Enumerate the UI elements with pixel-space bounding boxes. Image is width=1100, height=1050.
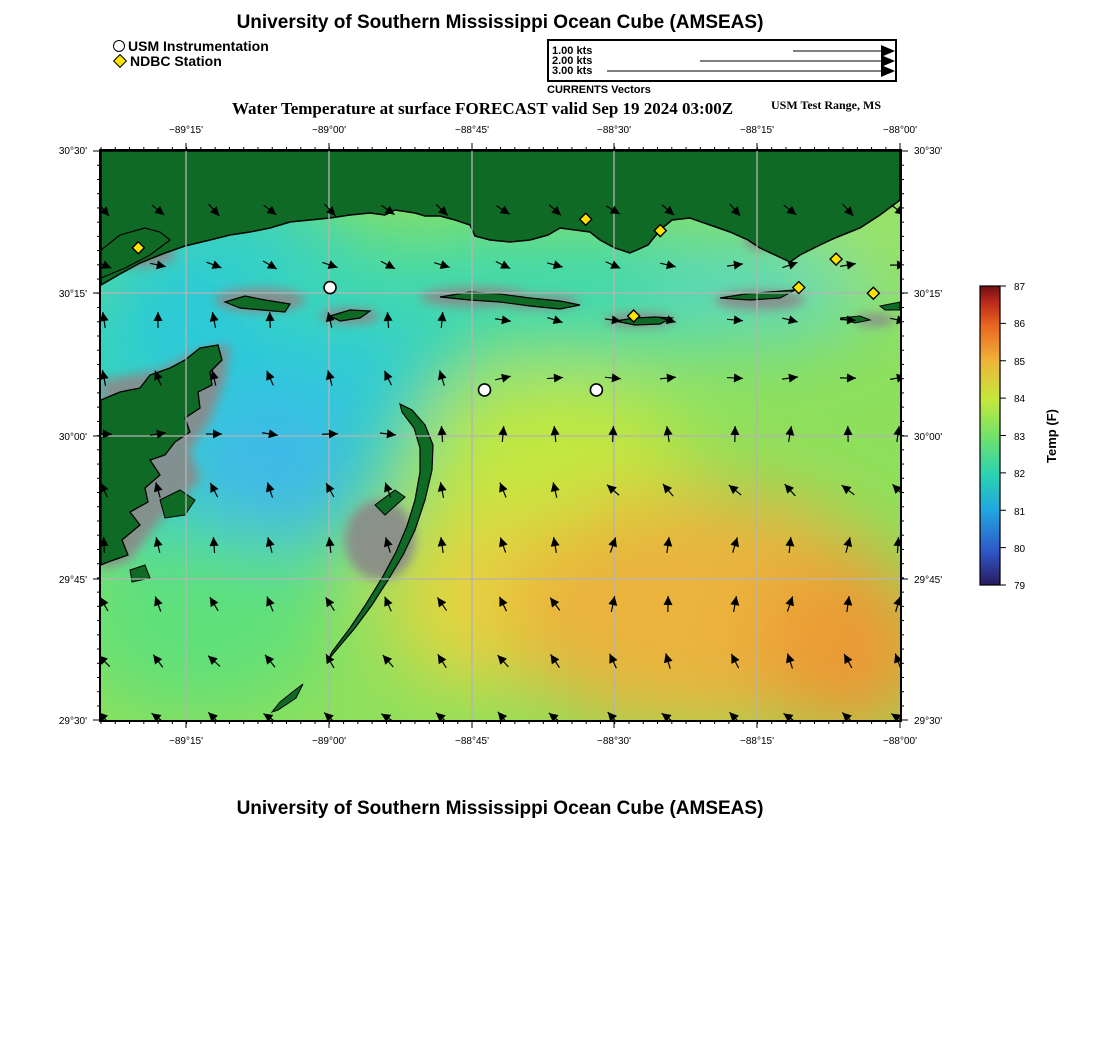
- lon-tick-label: −88°30': [597, 125, 631, 136]
- lon-tick-labels-bottom: [169, 736, 917, 747]
- lon-tick-label: −88°00': [883, 736, 917, 747]
- usm-instrument-marker: [479, 384, 491, 396]
- lat-tick-label: 30°00': [914, 432, 943, 443]
- lat-tick-label: 29°30': [58, 716, 87, 727]
- lat-tick-labels-left: [59, 146, 87, 727]
- colorbar-tick-label: 84: [1014, 394, 1026, 405]
- lat-tick-label: 30°30': [58, 146, 87, 157]
- colorbar-tick-label: 87: [1014, 282, 1026, 293]
- colorbar-tick-label: 85: [1014, 357, 1026, 368]
- lon-tick-label: −88°15': [740, 736, 774, 747]
- lat-tick-labels-right: [914, 146, 942, 727]
- vector-legend-row-3: 3.00 kts: [552, 65, 593, 77]
- legend-label-ndbc: NDBC Station: [130, 53, 222, 69]
- lon-tick-label: −89°00': [312, 125, 346, 136]
- vector-legend-row-2: 2.00 kts: [552, 55, 593, 67]
- lon-tick-label: −88°45': [455, 736, 489, 747]
- colorbar-tick-label: 81: [1014, 507, 1026, 518]
- page-title: University of Southern Mississippi Ocean Cube (AMSEAS): [236, 12, 764, 33]
- colorbar-tick-label: 80: [1014, 544, 1026, 555]
- vector-legend-row-1: 1.00 kts: [552, 45, 593, 57]
- lat-tick-label: 30°30': [914, 146, 943, 157]
- colorbar-ticks: [1000, 286, 1006, 585]
- lon-tick-labels-top: [169, 125, 917, 136]
- usm-instrument-marker: [324, 282, 336, 294]
- lat-tick-label: 29°45': [58, 575, 87, 586]
- colorbar-label: Temp (F): [1044, 409, 1059, 463]
- colorbar-tick-label: 83: [1014, 432, 1026, 443]
- legend-label-usm: USM Instrumentation: [128, 38, 269, 54]
- lat-tick-label: 29°30': [914, 716, 943, 727]
- lon-tick-label: −88°15': [740, 125, 774, 136]
- map-title: Water Temperature at surface FORECAST valid Sep 19 2024 03:00Z: [232, 99, 734, 118]
- lat-tick-label: 29°45': [914, 575, 943, 586]
- lat-tick-label: 30°15': [914, 289, 943, 300]
- colorbar-gradient: [980, 286, 1000, 585]
- page-title-bottom: University of Southern Mississippi Ocean Cube (AMSEAS): [236, 798, 764, 819]
- colorbar: [980, 282, 1059, 592]
- lon-tick-label: −89°00': [312, 736, 346, 747]
- usm-instrument-marker: [590, 384, 602, 396]
- colorbar-tick-label: 86: [1014, 319, 1026, 330]
- colorbar-tick-label: 82: [1014, 469, 1026, 480]
- colorbar-tick-label: 79: [1014, 581, 1026, 592]
- lon-tick-label: −88°30': [597, 736, 631, 747]
- lon-tick-label: −88°45': [455, 125, 489, 136]
- lon-tick-label: −89°15': [169, 736, 203, 747]
- lon-tick-label: −88°00': [883, 125, 917, 136]
- map-subtitle: USM Test Range, MS: [771, 98, 882, 112]
- lat-tick-label: 30°00': [58, 432, 87, 443]
- lon-tick-label: −89°15': [169, 125, 203, 136]
- vector-legend-caption: CURRENTS Vectors: [547, 84, 651, 96]
- lat-tick-label: 30°15': [58, 289, 87, 300]
